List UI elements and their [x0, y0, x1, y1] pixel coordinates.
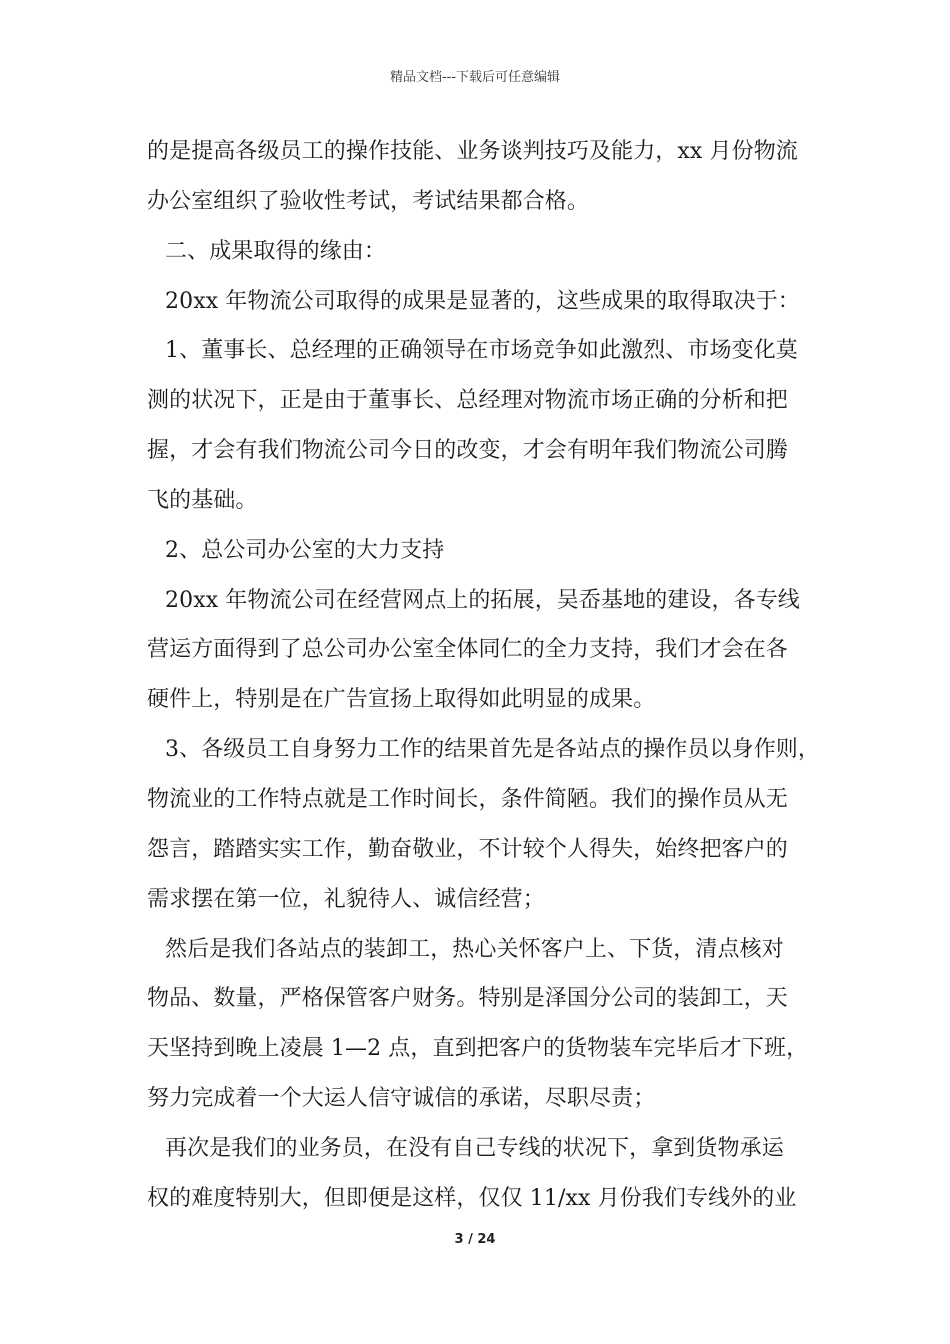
body-line: 营运方面得到了总公司办公室全体同仁的全力支持，我们才会在各 — [147, 637, 788, 663]
document-body — [147, 127, 820, 1224]
body-line: 20xx 年物流公司取得的成果是显著的，这些成果的取得取决于： — [165, 288, 800, 314]
body-line: 怨言，踏踏实实工作，勤奋敬业，不计较个人得失，始终把客户的 — [147, 836, 788, 862]
body-line: 物品、数量，严格保管客户财务。特别是泽国分公司的装卸工，天 — [147, 986, 788, 1012]
body-line: 20xx 年物流公司在经营网点上的拓展，吴岙基地的建设，各专线 — [165, 587, 800, 613]
body-line: 飞的基础。 — [147, 487, 258, 513]
page-header: 精品文档---下载后可任意编辑 — [389, 70, 561, 85]
body-line: 物流业的工作特点就是工作时间长，条件简陋。我们的操作员从无 — [147, 786, 788, 812]
list-item-heading: 1、董事长、总经理的正确领导在市场竞争如此激烈、市场变化莫 — [165, 338, 798, 364]
body-line: 的是提高各级员工的操作技能、业务谈判技巧及能力，xx 月份物流 — [147, 139, 798, 164]
body-line: 需求摆在第一位，礼貌待人、诚信经营； — [147, 886, 545, 912]
body-line: 天坚持到晚上凌晨 1—2 点，直到把客户的货物装车完毕后才下班， — [147, 1036, 809, 1062]
body-line: 办公室组织了验收性考试，考试结果都合格。 — [147, 188, 590, 214]
list-item-heading: 2、总公司办公室的大力支持 — [165, 537, 445, 563]
page-number: 3 / 24 — [454, 1232, 496, 1247]
list-item-heading: 3、各级员工自身努力工作的结果首先是各站点的操作员以身作则， — [165, 737, 820, 763]
section-heading: 二、成果取得的缘由： — [165, 238, 387, 264]
body-line: 硬件上，特别是在广告宣扬上取得如此明显的成果。 — [147, 687, 656, 713]
body-line: 再次是我们的业务员，在没有自己专线的状况下，拿到货物承运 — [165, 1135, 784, 1161]
body-line: 努力完成着一个大运人信守诚信的承诺，尽职尽责； — [147, 1086, 656, 1112]
body-line: 握，才会有我们物流公司今日的改变，才会有明年我们物流公司腾 — [147, 438, 788, 464]
body-line: 测的状况下，正是由于董事长、总经理对物流市场正确的分析和把 — [147, 388, 788, 414]
body-line: 权的难度特别大，但即便是这样，仅仅 11/xx 月份我们专线外的业 — [147, 1185, 797, 1211]
body-line: 然后是我们各站点的装卸工，热心关怀客户上、下货，清点核对 — [165, 936, 784, 962]
